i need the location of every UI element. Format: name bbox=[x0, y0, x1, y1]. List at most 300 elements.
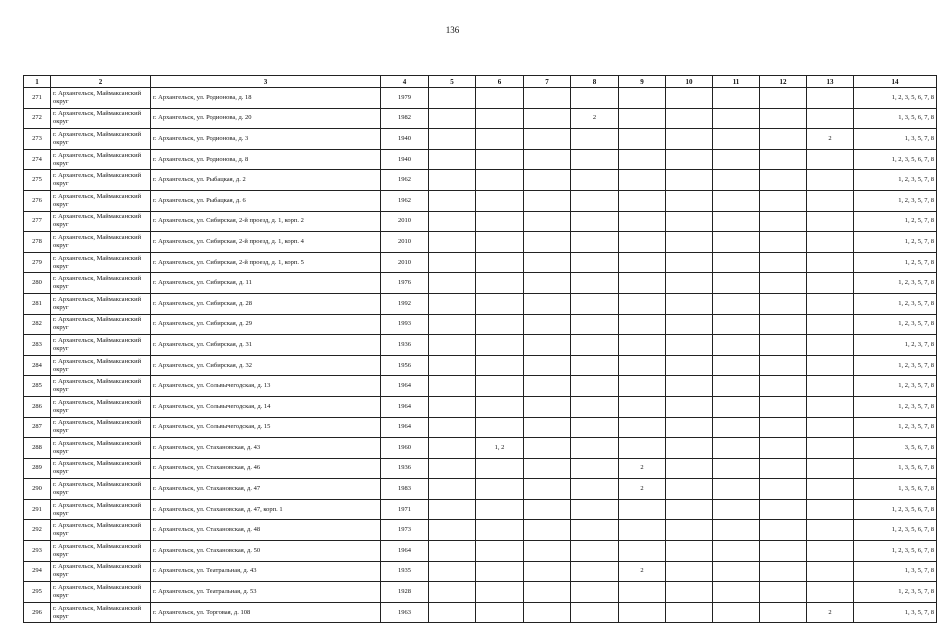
col-14-cell: 1, 2, 5, 7, 8 bbox=[854, 211, 937, 232]
col-9-cell bbox=[619, 149, 666, 170]
col-8-cell bbox=[571, 396, 619, 417]
address-cell: г. Архангельск, ул. Стахановская, д. 47, корп. 1 bbox=[151, 499, 381, 520]
col-11-cell bbox=[713, 499, 760, 520]
col-14-cell: 1, 2, 3, 5, 6, 7, 8 bbox=[854, 541, 937, 562]
table-row bbox=[24, 520, 937, 541]
year-cell: 1962 bbox=[381, 190, 429, 211]
col-6-cell bbox=[476, 520, 524, 541]
col-6-cell bbox=[476, 376, 524, 397]
col-10-cell bbox=[666, 190, 713, 211]
col-7-cell bbox=[524, 561, 571, 582]
col-10-cell bbox=[666, 170, 713, 191]
col-14-cell: 1, 2, 3, 5, 6, 7, 8 bbox=[854, 499, 937, 520]
address-cell: г. Архангельск, ул. Стахановская, д. 47 bbox=[151, 479, 381, 500]
col-7-cell bbox=[524, 458, 571, 479]
col-9-cell bbox=[619, 190, 666, 211]
col-9-cell bbox=[619, 170, 666, 191]
col-13-cell bbox=[807, 232, 854, 253]
col-7-cell bbox=[524, 170, 571, 191]
col-9-cell bbox=[619, 293, 666, 314]
year-cell: 1964 bbox=[381, 376, 429, 397]
address-cell: г. Архангельск, ул. Стахановская, д. 50 bbox=[151, 541, 381, 562]
col-10-cell bbox=[666, 396, 713, 417]
col-9-cell bbox=[619, 88, 666, 109]
col-5-cell bbox=[429, 149, 476, 170]
col-8-cell bbox=[571, 458, 619, 479]
col-12-cell bbox=[760, 335, 807, 356]
col-13-cell: 2 bbox=[807, 129, 854, 150]
col-7-cell bbox=[524, 129, 571, 150]
col-5-cell bbox=[429, 458, 476, 479]
col-10-cell bbox=[666, 335, 713, 356]
col-12-cell bbox=[760, 541, 807, 562]
col-6-cell: 1, 2 bbox=[476, 438, 524, 459]
col-7-cell bbox=[524, 190, 571, 211]
year-cell: 1964 bbox=[381, 541, 429, 562]
municipality-cell: г. Архангельск, Маймаксанский округ bbox=[51, 108, 151, 129]
col-8-cell bbox=[571, 499, 619, 520]
col-5-cell bbox=[429, 541, 476, 562]
address-cell: г. Архангельск, ул. Стахановская, д. 43 bbox=[151, 438, 381, 459]
col-13-cell bbox=[807, 355, 854, 376]
col-13-cell bbox=[807, 252, 854, 273]
col-13-cell bbox=[807, 273, 854, 294]
col-14-cell: 1, 2, 5, 7, 8 bbox=[854, 232, 937, 253]
col-9-cell bbox=[619, 376, 666, 397]
address-cell: г. Архангельск, ул. Рыбацкая, д. 2 bbox=[151, 170, 381, 191]
column-header-14: 14 bbox=[854, 76, 937, 88]
col-5-cell bbox=[429, 376, 476, 397]
row-number-cell: 286 bbox=[24, 396, 51, 417]
municipality-cell: г. Архангельск, Маймаксанский округ bbox=[51, 129, 151, 150]
col-5-cell bbox=[429, 293, 476, 314]
col-5-cell bbox=[429, 335, 476, 356]
table-row bbox=[24, 458, 937, 479]
col-12-cell bbox=[760, 602, 807, 623]
col-11-cell bbox=[713, 273, 760, 294]
row-number-cell: 290 bbox=[24, 479, 51, 500]
address-cell: г. Архангельск, ул. Сибирская, д. 28 bbox=[151, 293, 381, 314]
col-14-cell: 1, 2, 3, 5, 7, 8 bbox=[854, 582, 937, 603]
col-5-cell bbox=[429, 88, 476, 109]
col-6-cell bbox=[476, 396, 524, 417]
col-14-cell: 1, 3, 5, 6, 7, 8 bbox=[854, 108, 937, 129]
row-number-cell: 285 bbox=[24, 376, 51, 397]
address-cell: г. Архангельск, ул. Стахановская, д. 46 bbox=[151, 458, 381, 479]
col-7-cell bbox=[524, 211, 571, 232]
municipality-cell: г. Архангельск, Маймаксанский округ bbox=[51, 88, 151, 109]
col-8-cell bbox=[571, 582, 619, 603]
col-7-cell bbox=[524, 232, 571, 253]
col-9-cell bbox=[619, 108, 666, 129]
address-cell: г. Архангельск, ул. Рыбацкая, д. 6 bbox=[151, 190, 381, 211]
col-6-cell bbox=[476, 561, 524, 582]
col-10-cell bbox=[666, 252, 713, 273]
col-14-cell: 1, 2, 3, 5, 6, 7, 8 bbox=[854, 520, 937, 541]
col-9-cell bbox=[619, 520, 666, 541]
municipality-cell: г. Архангельск, Маймаксанский округ bbox=[51, 149, 151, 170]
address-cell: г. Архангельск, ул. Сибирская, д. 29 bbox=[151, 314, 381, 335]
col-13-cell bbox=[807, 520, 854, 541]
address-cell: г. Архангельск, ул. Театральная, д. 53 bbox=[151, 582, 381, 603]
col-10-cell bbox=[666, 88, 713, 109]
col-10-cell bbox=[666, 458, 713, 479]
year-cell: 1936 bbox=[381, 335, 429, 356]
col-10-cell bbox=[666, 561, 713, 582]
col-13-cell bbox=[807, 149, 854, 170]
column-header-4: 4 bbox=[381, 76, 429, 88]
municipality-cell: г. Архангельск, Маймаксанский округ bbox=[51, 211, 151, 232]
col-14-cell: 1, 2, 3, 5, 7, 8 bbox=[854, 355, 937, 376]
col-5-cell bbox=[429, 396, 476, 417]
year-cell: 1960 bbox=[381, 438, 429, 459]
col-7-cell bbox=[524, 376, 571, 397]
col-10-cell bbox=[666, 232, 713, 253]
year-cell: 1940 bbox=[381, 129, 429, 150]
col-5-cell bbox=[429, 129, 476, 150]
col-8-cell bbox=[571, 293, 619, 314]
year-cell: 1973 bbox=[381, 520, 429, 541]
col-14-cell: 1, 3, 5, 6, 7, 8 bbox=[854, 479, 937, 500]
col-6-cell bbox=[476, 129, 524, 150]
year-cell: 2010 bbox=[381, 232, 429, 253]
col-8-cell bbox=[571, 252, 619, 273]
register-table bbox=[23, 75, 937, 623]
col-14-cell: 1, 2, 3, 5, 7, 8 bbox=[854, 273, 937, 294]
col-13-cell bbox=[807, 108, 854, 129]
col-5-cell bbox=[429, 438, 476, 459]
table-row bbox=[24, 396, 937, 417]
municipality-cell: г. Архангельск, Маймаксанский округ bbox=[51, 396, 151, 417]
col-9-cell bbox=[619, 582, 666, 603]
municipality-cell: г. Архангельск, Маймаксанский округ bbox=[51, 335, 151, 356]
col-12-cell bbox=[760, 561, 807, 582]
municipality-cell: г. Архангельск, Маймаксанский округ bbox=[51, 561, 151, 582]
col-12-cell bbox=[760, 479, 807, 500]
col-5-cell bbox=[429, 314, 476, 335]
col-14-cell: 1, 2, 3, 5, 7, 8 bbox=[854, 293, 937, 314]
col-11-cell bbox=[713, 88, 760, 109]
address-cell: г. Архангельск, ул. Родионова, д. 20 bbox=[151, 108, 381, 129]
municipality-cell: г. Архангельск, Маймаксанский округ bbox=[51, 602, 151, 623]
municipality-cell: г. Архангельск, Маймаксанский округ bbox=[51, 520, 151, 541]
col-13-cell bbox=[807, 458, 854, 479]
address-cell: г. Архангельск, ул. Сольвычегодская, д. 15 bbox=[151, 417, 381, 438]
col-12-cell bbox=[760, 211, 807, 232]
municipality-cell: г. Архангельск, Маймаксанский округ bbox=[51, 314, 151, 335]
row-number-cell: 295 bbox=[24, 582, 51, 603]
year-cell: 1928 bbox=[381, 582, 429, 603]
col-11-cell bbox=[713, 108, 760, 129]
col-6-cell bbox=[476, 149, 524, 170]
col-9-cell bbox=[619, 129, 666, 150]
col-11-cell bbox=[713, 520, 760, 541]
row-number-cell: 273 bbox=[24, 129, 51, 150]
col-6-cell bbox=[476, 108, 524, 129]
col-6-cell bbox=[476, 417, 524, 438]
col-14-cell: 1, 2, 3, 5, 7, 8 bbox=[854, 417, 937, 438]
col-5-cell bbox=[429, 561, 476, 582]
table-row bbox=[24, 582, 937, 603]
col-14-cell: 1, 3, 5, 6, 7, 8 bbox=[854, 458, 937, 479]
address-cell: г. Архангельск, ул. Сибирская, д. 11 bbox=[151, 273, 381, 294]
address-cell: г. Архангельск, ул. Театральная, д. 43 bbox=[151, 561, 381, 582]
col-12-cell bbox=[760, 438, 807, 459]
col-9-cell bbox=[619, 273, 666, 294]
col-10-cell bbox=[666, 479, 713, 500]
col-9-cell bbox=[619, 232, 666, 253]
col-13-cell bbox=[807, 417, 854, 438]
col-12-cell bbox=[760, 293, 807, 314]
col-8-cell: 2 bbox=[571, 108, 619, 129]
col-7-cell bbox=[524, 520, 571, 541]
year-cell: 1976 bbox=[381, 273, 429, 294]
col-7-cell bbox=[524, 88, 571, 109]
municipality-cell: г. Архангельск, Маймаксанский округ bbox=[51, 479, 151, 500]
col-7-cell bbox=[524, 108, 571, 129]
col-10-cell bbox=[666, 129, 713, 150]
year-cell: 1956 bbox=[381, 355, 429, 376]
col-6-cell bbox=[476, 479, 524, 500]
year-cell: 1982 bbox=[381, 108, 429, 129]
table-body bbox=[24, 88, 937, 623]
col-7-cell bbox=[524, 541, 571, 562]
col-9-cell bbox=[619, 335, 666, 356]
col-7-cell bbox=[524, 293, 571, 314]
col-12-cell bbox=[760, 129, 807, 150]
col-8-cell bbox=[571, 88, 619, 109]
municipality-cell: г. Архангельск, Маймаксанский округ bbox=[51, 273, 151, 294]
col-9-cell: 2 bbox=[619, 561, 666, 582]
table-row bbox=[24, 88, 937, 109]
municipality-cell: г. Архангельск, Маймаксанский округ bbox=[51, 541, 151, 562]
col-10-cell bbox=[666, 273, 713, 294]
table-row bbox=[24, 211, 937, 232]
col-10-cell bbox=[666, 376, 713, 397]
table-row bbox=[24, 170, 937, 191]
year-cell: 1971 bbox=[381, 499, 429, 520]
row-number-cell: 276 bbox=[24, 190, 51, 211]
row-number-cell: 291 bbox=[24, 499, 51, 520]
col-13-cell bbox=[807, 438, 854, 459]
col-11-cell bbox=[713, 170, 760, 191]
row-number-cell: 279 bbox=[24, 252, 51, 273]
col-10-cell bbox=[666, 355, 713, 376]
col-7-cell bbox=[524, 273, 571, 294]
col-10-cell bbox=[666, 314, 713, 335]
municipality-cell: г. Архангельск, Маймаксанский округ bbox=[51, 252, 151, 273]
col-8-cell bbox=[571, 355, 619, 376]
table-row bbox=[24, 417, 937, 438]
header-row bbox=[24, 76, 937, 88]
col-13-cell bbox=[807, 541, 854, 562]
col-13-cell bbox=[807, 396, 854, 417]
column-header-1: 1 bbox=[24, 76, 51, 88]
col-5-cell bbox=[429, 190, 476, 211]
col-11-cell bbox=[713, 417, 760, 438]
table-row bbox=[24, 149, 937, 170]
col-13-cell bbox=[807, 88, 854, 109]
col-5-cell bbox=[429, 520, 476, 541]
col-9-cell bbox=[619, 417, 666, 438]
address-cell: г. Архангельск, ул. Сибирская, д. 31 bbox=[151, 335, 381, 356]
col-14-cell: 1, 2, 3, 5, 7, 8 bbox=[854, 190, 937, 211]
col-10-cell bbox=[666, 108, 713, 129]
row-number-cell: 277 bbox=[24, 211, 51, 232]
col-5-cell bbox=[429, 499, 476, 520]
col-13-cell bbox=[807, 335, 854, 356]
table-row bbox=[24, 314, 937, 335]
table-row bbox=[24, 273, 937, 294]
row-number-cell: 287 bbox=[24, 417, 51, 438]
col-12-cell bbox=[760, 232, 807, 253]
col-6-cell bbox=[476, 170, 524, 191]
row-number-cell: 275 bbox=[24, 170, 51, 191]
col-11-cell bbox=[713, 335, 760, 356]
col-8-cell bbox=[571, 232, 619, 253]
col-14-cell: 1, 2, 3, 5, 7, 8 bbox=[854, 170, 937, 191]
column-header-9: 9 bbox=[619, 76, 666, 88]
municipality-cell: г. Архангельск, Маймаксанский округ bbox=[51, 458, 151, 479]
column-header-7: 7 bbox=[524, 76, 571, 88]
col-6-cell bbox=[476, 232, 524, 253]
col-14-cell: 1, 2, 3, 5, 7, 8 bbox=[854, 376, 937, 397]
col-12-cell bbox=[760, 88, 807, 109]
table-row bbox=[24, 355, 937, 376]
col-11-cell bbox=[713, 438, 760, 459]
col-5-cell bbox=[429, 355, 476, 376]
col-12-cell bbox=[760, 417, 807, 438]
col-14-cell: 1, 3, 5, 7, 8 bbox=[854, 129, 937, 150]
col-8-cell bbox=[571, 273, 619, 294]
col-8-cell bbox=[571, 190, 619, 211]
year-cell: 1992 bbox=[381, 293, 429, 314]
col-14-cell: 1, 2, 3, 5, 6, 7, 8 bbox=[854, 149, 937, 170]
row-number-cell: 292 bbox=[24, 520, 51, 541]
col-11-cell bbox=[713, 602, 760, 623]
column-header-2: 2 bbox=[51, 76, 151, 88]
col-5-cell bbox=[429, 252, 476, 273]
col-6-cell bbox=[476, 355, 524, 376]
col-6-cell bbox=[476, 335, 524, 356]
col-5-cell bbox=[429, 211, 476, 232]
col-8-cell bbox=[571, 438, 619, 459]
table-row bbox=[24, 479, 937, 500]
col-9-cell: 2 bbox=[619, 458, 666, 479]
year-cell: 1964 bbox=[381, 396, 429, 417]
col-7-cell bbox=[524, 252, 571, 273]
address-cell: г. Архангельск, ул. Родионова, д. 18 bbox=[151, 88, 381, 109]
col-14-cell: 1, 2, 5, 7, 8 bbox=[854, 252, 937, 273]
municipality-cell: г. Архангельск, Маймаксанский округ bbox=[51, 190, 151, 211]
col-12-cell bbox=[760, 582, 807, 603]
col-7-cell bbox=[524, 438, 571, 459]
col-13-cell bbox=[807, 170, 854, 191]
col-13-cell bbox=[807, 190, 854, 211]
col-7-cell bbox=[524, 499, 571, 520]
table-row bbox=[24, 293, 937, 314]
year-cell: 1964 bbox=[381, 417, 429, 438]
municipality-cell: г. Архангельск, Маймаксанский округ bbox=[51, 499, 151, 520]
municipality-cell: г. Архангельск, Маймаксанский округ bbox=[51, 438, 151, 459]
table-row bbox=[24, 561, 937, 582]
col-8-cell bbox=[571, 314, 619, 335]
col-11-cell bbox=[713, 211, 760, 232]
col-7-cell bbox=[524, 355, 571, 376]
col-8-cell bbox=[571, 376, 619, 397]
col-10-cell bbox=[666, 417, 713, 438]
year-cell: 1963 bbox=[381, 602, 429, 623]
col-13-cell: 2 bbox=[807, 602, 854, 623]
col-11-cell bbox=[713, 458, 760, 479]
table-row bbox=[24, 376, 937, 397]
col-14-cell: 1, 3, 5, 7, 8 bbox=[854, 561, 937, 582]
row-number-cell: 281 bbox=[24, 293, 51, 314]
col-7-cell bbox=[524, 582, 571, 603]
col-9-cell bbox=[619, 602, 666, 623]
column-header-8: 8 bbox=[571, 76, 619, 88]
address-cell: г. Архангельск, ул. Сольвычегодская, д. 13 bbox=[151, 376, 381, 397]
col-6-cell bbox=[476, 88, 524, 109]
col-6-cell bbox=[476, 314, 524, 335]
year-cell: 1979 bbox=[381, 88, 429, 109]
col-7-cell bbox=[524, 479, 571, 500]
municipality-cell: г. Архангельск, Маймаксанский округ bbox=[51, 232, 151, 253]
address-cell: г. Архангельск, ул. Родионова, д. 8 bbox=[151, 149, 381, 170]
col-6-cell bbox=[476, 458, 524, 479]
row-number-cell: 288 bbox=[24, 438, 51, 459]
col-8-cell bbox=[571, 541, 619, 562]
col-11-cell bbox=[713, 293, 760, 314]
col-12-cell bbox=[760, 170, 807, 191]
col-8-cell bbox=[571, 479, 619, 500]
col-14-cell: 1, 2, 3, 5, 7, 8 bbox=[854, 396, 937, 417]
col-7-cell bbox=[524, 149, 571, 170]
address-cell: г. Архангельск, ул. Сибирская, 2-й проезд, д. 1, корп. 5 bbox=[151, 252, 381, 273]
row-number-cell: 289 bbox=[24, 458, 51, 479]
col-6-cell bbox=[476, 499, 524, 520]
year-cell: 1936 bbox=[381, 458, 429, 479]
table-row bbox=[24, 252, 937, 273]
col-11-cell bbox=[713, 129, 760, 150]
col-11-cell bbox=[713, 314, 760, 335]
municipality-cell: г. Архангельск, Маймаксанский округ bbox=[51, 417, 151, 438]
row-number-cell: 274 bbox=[24, 149, 51, 170]
col-5-cell bbox=[429, 273, 476, 294]
row-number-cell: 283 bbox=[24, 335, 51, 356]
col-9-cell bbox=[619, 541, 666, 562]
col-11-cell bbox=[713, 252, 760, 273]
col-13-cell bbox=[807, 293, 854, 314]
col-12-cell bbox=[760, 499, 807, 520]
col-5-cell bbox=[429, 108, 476, 129]
year-cell: 1962 bbox=[381, 170, 429, 191]
page-number: 136 bbox=[445, 25, 460, 35]
municipality-cell: г. Архангельск, Маймаксанский округ bbox=[51, 582, 151, 603]
address-cell: г. Архангельск, ул. Сибирская, д. 32 bbox=[151, 355, 381, 376]
col-5-cell bbox=[429, 232, 476, 253]
year-cell: 1993 bbox=[381, 314, 429, 335]
col-14-cell: 1, 2, 3, 5, 7, 8 bbox=[854, 314, 937, 335]
col-11-cell bbox=[713, 190, 760, 211]
column-header-5: 5 bbox=[429, 76, 476, 88]
col-6-cell bbox=[476, 252, 524, 273]
col-13-cell bbox=[807, 479, 854, 500]
col-13-cell bbox=[807, 561, 854, 582]
col-11-cell bbox=[713, 541, 760, 562]
col-9-cell bbox=[619, 252, 666, 273]
col-5-cell bbox=[429, 479, 476, 500]
